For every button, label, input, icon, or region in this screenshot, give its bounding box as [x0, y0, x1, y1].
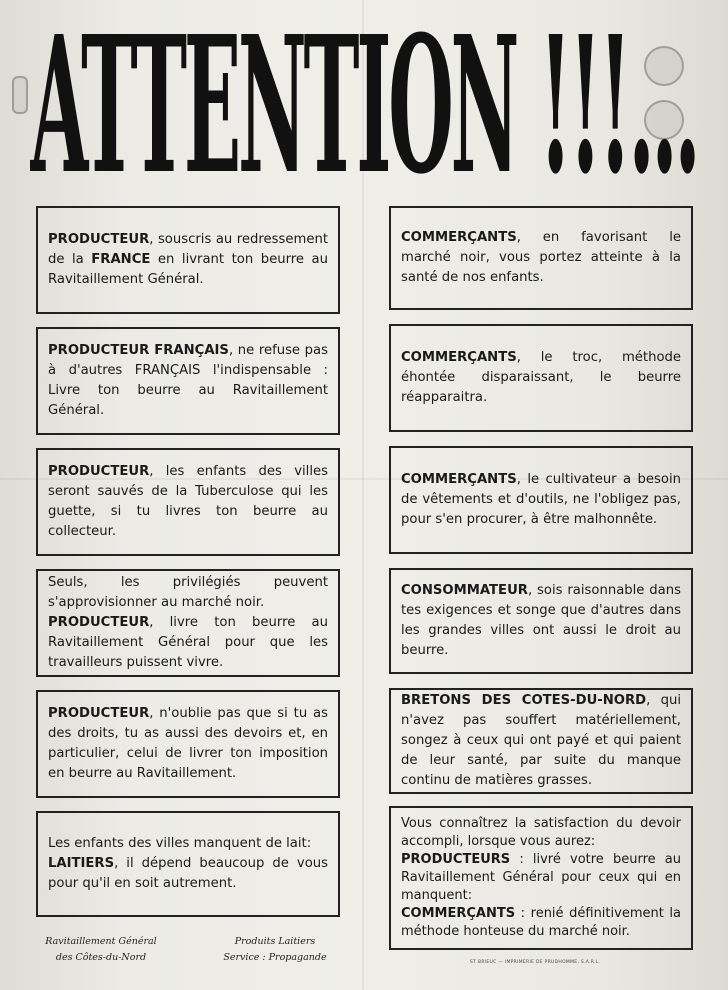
lead: PRODUCTEUR: [48, 232, 150, 247]
message-box-left-4: Seuls, les privilégiés peuvent s'approvisionner au marché noir. PRODUCTEUR, livre ton beurre au Ravitaillement Général pour que les travailleurs puissent vivre.: [36, 569, 340, 677]
headline: [30, 22, 700, 190]
message-box-right-2: COMMERÇANTS, le troc, méthode éhontée disparaissant, le beurre réapparaitra.: [389, 324, 693, 432]
message-box-right-3: COMMERÇANTS, le cultivateur a besoin de vêtements et d'outils, ne l'obligez pas, pour s'en procurer, à être malhonnête.: [389, 446, 693, 554]
message-box-right-6: Vous connaîtrez la satisfaction du devoir accompli, lorsque vous aurez: PRODUCTEURS : livré votre beurre au Ravitaillement Général pour ceux qui en manquent: COMMERÇANTS : renié définitivement la méthode honteuse du marché noir.: [389, 806, 693, 950]
headline-text: ATTENTION !!!...: [30, 22, 698, 190]
message-box-right-5: BRETONS DES COTES-DU-NORD, qui n'avez pas souffert matériellement, songez à ceux qui ont payé et qui paient de leur santé, par suite du manque continu de matières grasses.: [389, 688, 693, 794]
message-box-left-1: PRODUCTEUR, souscris au redressement de la FRANCE en livrant ton beurre au Ravitaillement Général.: [36, 206, 340, 314]
message-box-left-2: PRODUCTEUR FRANÇAIS, ne refuse pas à d'autres FRANÇAIS l'indispensable : Livre ton beurre au Ravitaillement Général.: [36, 327, 340, 435]
printer-credit: ST BRIEUC — IMPRIMERIE DE PRUDHOMME, S.A.R.L.: [470, 960, 601, 965]
footer-issuer: Ravitaillement Général des Côtes-du-Nord: [45, 936, 157, 963]
message-box-right-4: CONSOMMATEUR, sois raisonnable dans tes exigences et songe que d'autres dans les grandes villes ont aussi le droit au beurre.: [389, 568, 693, 674]
message-box-left-6: Les enfants des villes manquent de lait: LAITIERS, il dépend beaucoup de vous pour qu'il en soit autrement.: [36, 811, 340, 917]
message-box-left-5: PRODUCTEUR, n'oublie pas que si tu as des droits, tu as aussi des devoirs et, en particulier, celui de livrer ton imposition en beurre au Ravitaillement.: [36, 690, 340, 798]
message-box-left-3: PRODUCTEUR, les enfants des villes seront sauvés de la Tuberculose qui les guette, si tu livres ton beurre au collecteur.: [36, 448, 340, 556]
pin-hole-icon: [12, 76, 28, 114]
footer-service: Produits Laitiers Service : Propagande: [223, 936, 327, 963]
message-box-right-1: COMMERÇANTS, en favorisant le marché noir, vous portez atteinte à la santé de nos enfants.: [389, 206, 693, 310]
